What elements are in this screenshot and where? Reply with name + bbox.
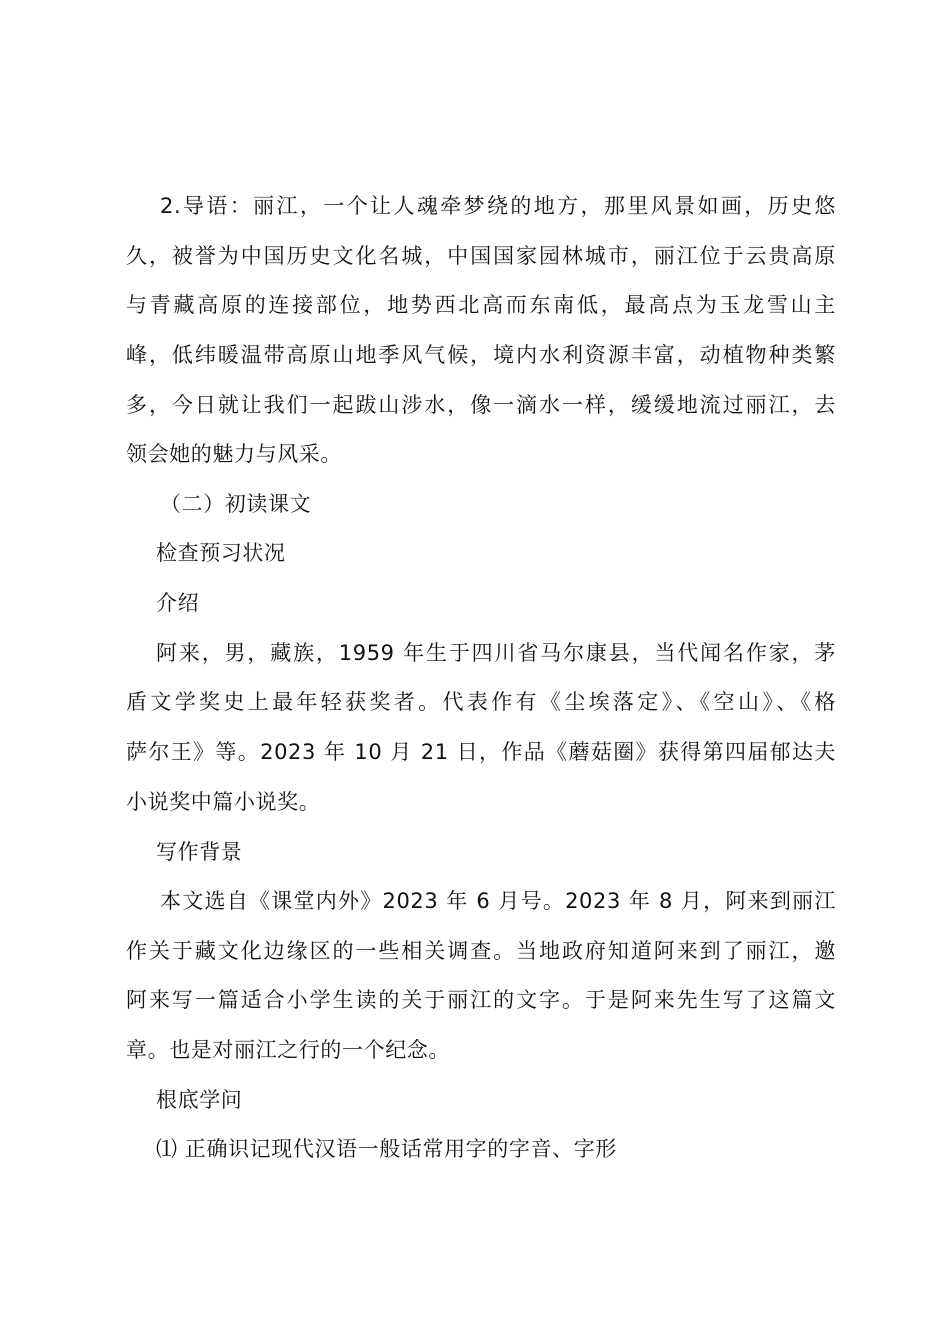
subheading-writing-background: 写作背景 xyxy=(156,840,243,864)
author-line-1: 阿来，男，藏族，1959 年生于四川省马尔康县，当代闻名作家，茅 xyxy=(156,641,836,665)
intro-line-4: 峰，低纬暖温带高原山地季风气候，境内水利资源丰富，动植物种类繁 xyxy=(126,343,836,367)
subheading-introduction: 介绍 xyxy=(156,591,200,615)
background-line-4: 章。也是对丽江之行的一个纪念。 xyxy=(126,1038,450,1062)
background-line-2: 作关于藏文化边缘区的一些相关调查。当地政府知道阿来到了丽江，邀 xyxy=(126,939,836,963)
intro-line-3: 与青藏高原的连接部位，地势西北高而东南低，最高点为玉龙雪山主 xyxy=(126,293,836,317)
subheading-check-preview: 检查预习状况 xyxy=(156,541,286,565)
list-item-1: ⑴ 正确识记现代汉语一般话常用字的字音、字形 xyxy=(156,1137,617,1161)
intro-line-1: 2.导语：丽江，一个让人魂牵梦绕的地方，那里风景如画，历史悠 xyxy=(160,194,836,218)
author-line-3: 萨尔王》等。2023 年 10 月 21 日，作品《蘑菇圈》获得第四届郁达夫 xyxy=(126,740,836,764)
subheading-basic-knowledge: 根底学问 xyxy=(156,1088,243,1112)
author-line-2: 盾文学奖史上最年轻获奖者。代表作有《尘埃落定》、《空山》、《格 xyxy=(126,690,836,714)
background-line-3: 阿来写一篇适合小学生读的关于丽江的文字。于是阿来先生写了这篇文 xyxy=(126,988,836,1012)
background-line-1: 本文选自《课堂内外》2023 年 6 月号。2023 年 8 月，阿来到丽江 xyxy=(160,889,836,913)
intro-line-2: 久，被誉为中国历史文化名城，中国国家园林城市，丽江位于云贵高原 xyxy=(126,244,836,268)
intro-line-6: 领会她的魅力与风采。 xyxy=(126,442,342,466)
author-line-4: 小说奖中篇小说奖。 xyxy=(126,790,321,814)
section-heading-first-reading: （二）初读课文 xyxy=(160,492,312,516)
intro-line-5: 多，今日就让我们一起跋山涉水，像一滴水一样，缓缓地流过丽江，去 xyxy=(126,393,836,417)
